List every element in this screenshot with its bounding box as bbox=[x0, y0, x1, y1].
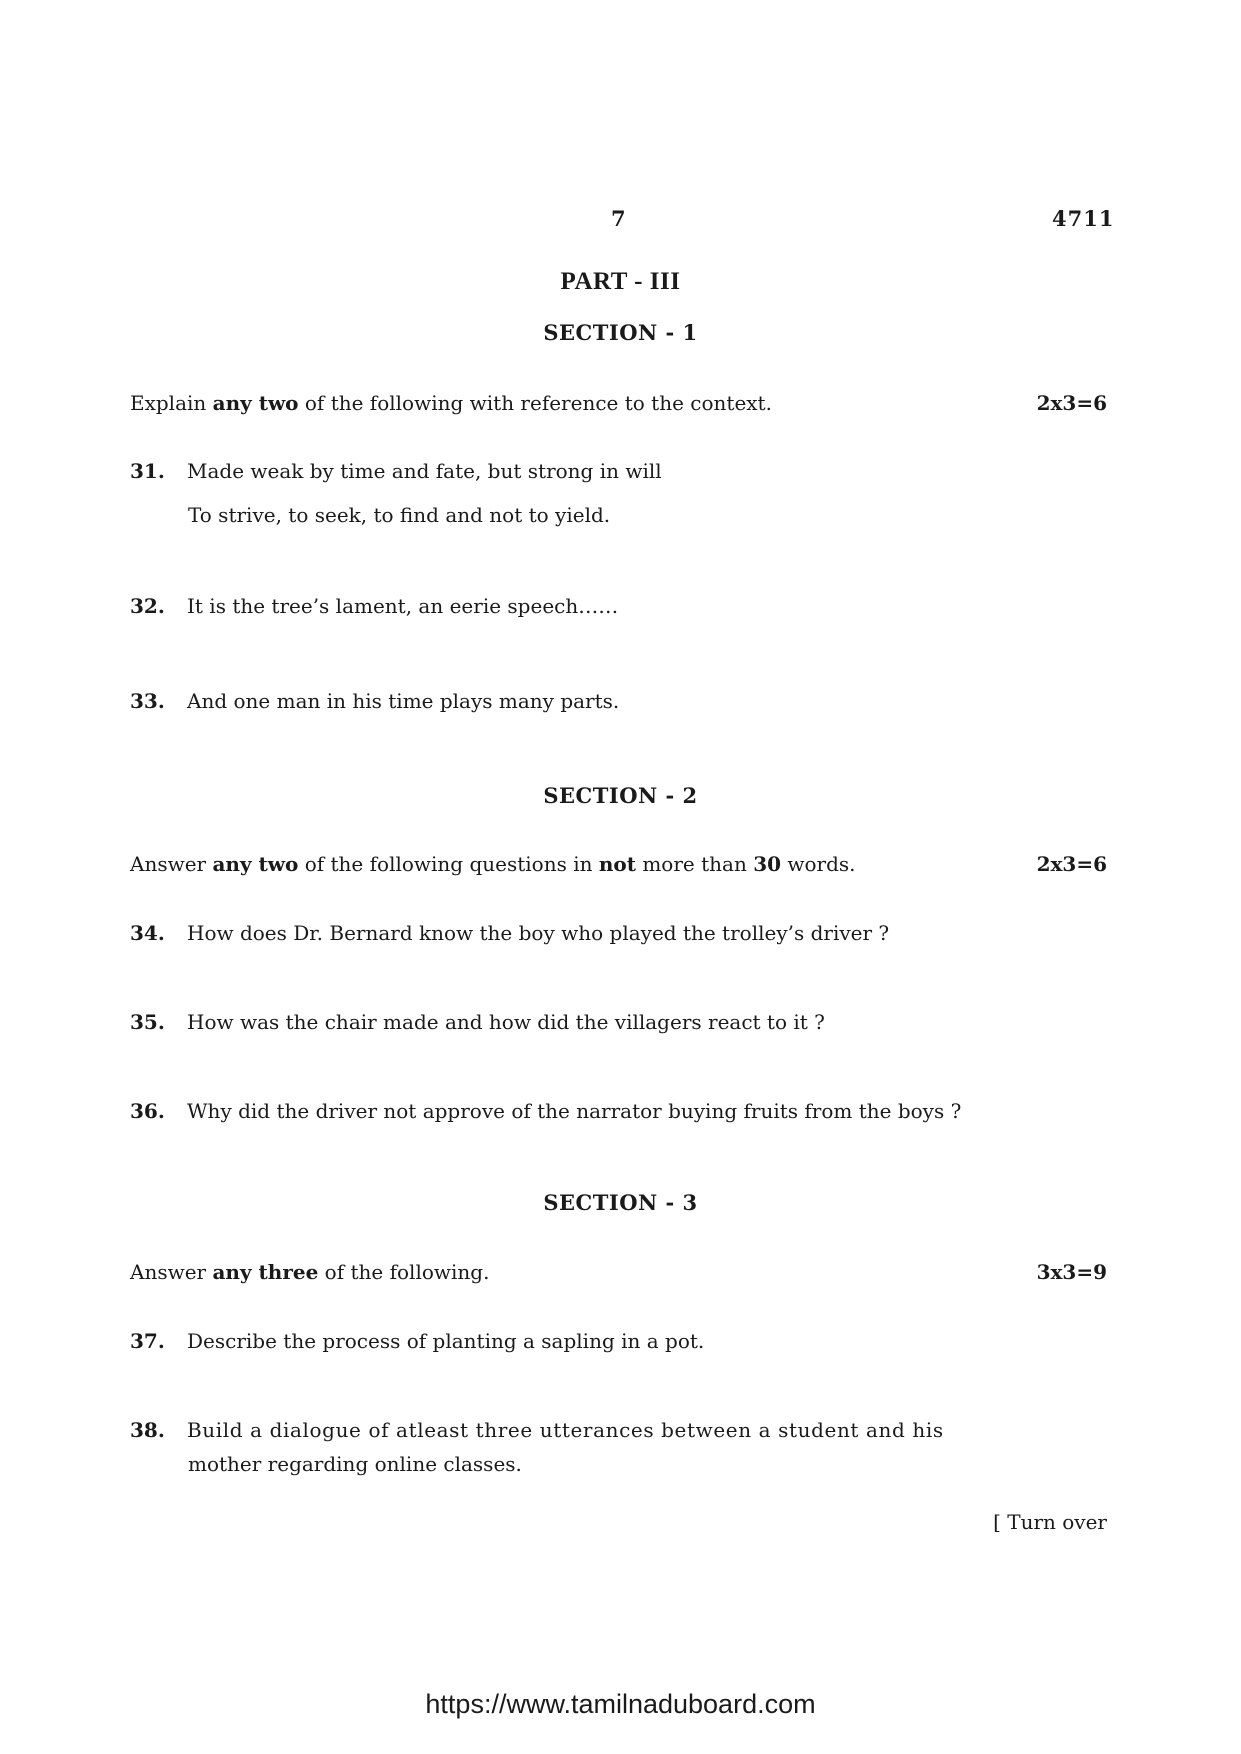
turn-over-note: [ Turn over bbox=[993, 1510, 1107, 1534]
question-number: 32. bbox=[130, 594, 165, 618]
question-number: 38. bbox=[130, 1418, 165, 1442]
question-36: 36. Why did the driver not approve of the narrator buying fruits from the boys ? bbox=[130, 1099, 962, 1123]
question-37: 37. Describe the process of planting a sapling in a pot. bbox=[130, 1329, 705, 1353]
question-31-line-2: To strive, to seek, to find and not to yield. bbox=[188, 503, 611, 527]
section-2-marks: 2x3=6 bbox=[1036, 852, 1107, 876]
question-33: 33. And one man in his time plays many parts. bbox=[130, 689, 620, 713]
question-38: 38. Build a dialogue of atleast three utterances between a student and his bbox=[130, 1418, 944, 1442]
question-number: 36. bbox=[130, 1099, 165, 1123]
section-1-instruction: Explain any two of the following with reference to the context. bbox=[130, 391, 772, 415]
question-number: 31. bbox=[130, 459, 165, 483]
section-3-marks: 3x3=9 bbox=[1036, 1260, 1107, 1284]
question-number: 33. bbox=[130, 689, 165, 713]
question-34: 34. How does Dr. Bernard know the boy who played the trolley’s driver ? bbox=[130, 921, 890, 945]
section-3-title: SECTION - 3 bbox=[543, 1190, 698, 1215]
paper-code: 4711 bbox=[1052, 206, 1115, 231]
section-1-title: SECTION - 1 bbox=[543, 320, 698, 345]
question-31: 31. Made weak by time and fate, but strong in will bbox=[130, 459, 662, 483]
website-url[interactable]: https://www.tamilnaduboard.com bbox=[425, 1689, 816, 1719]
question-number: 35. bbox=[130, 1010, 165, 1034]
question-number: 37. bbox=[130, 1329, 165, 1353]
question-32: 32. It is the tree’s lament, an eerie speech…… bbox=[130, 594, 619, 618]
question-38-line-2: mother regarding online classes. bbox=[188, 1452, 522, 1476]
page-number: 7 bbox=[611, 206, 626, 231]
part-title: PART - III bbox=[560, 268, 681, 295]
section-3-instruction: Answer any three of the following. bbox=[130, 1260, 490, 1284]
question-35: 35. How was the chair made and how did the villagers react to it ? bbox=[130, 1010, 825, 1034]
section-1-marks: 2x3=6 bbox=[1036, 391, 1107, 415]
section-2-title: SECTION - 2 bbox=[543, 783, 698, 808]
question-number: 34. bbox=[130, 921, 165, 945]
section-2-instruction: Answer any two of the following questions in not more than 30 words. bbox=[130, 852, 856, 876]
